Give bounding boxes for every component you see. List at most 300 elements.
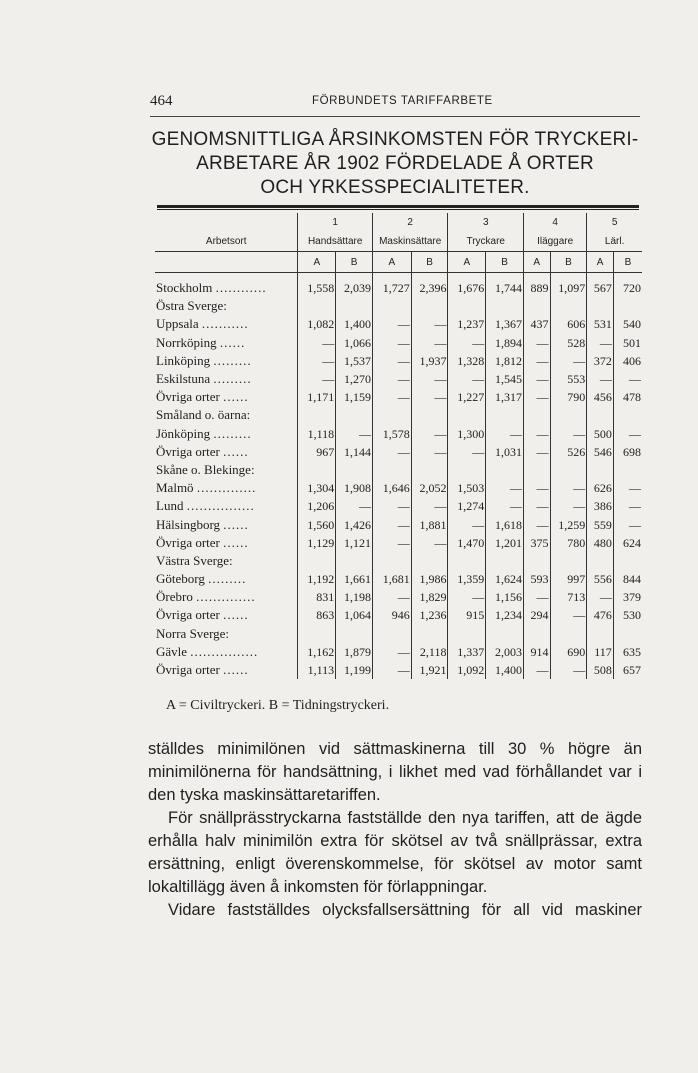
- table-cell: 624: [613, 534, 642, 552]
- table-cell: 1,144: [336, 443, 373, 461]
- dot-leader: ................: [186, 498, 255, 514]
- dot-leader: .........: [208, 571, 247, 587]
- table-cell: 478: [613, 388, 642, 406]
- table-row: [155, 661, 642, 679]
- title-line: GENOMSNITTLIGA ÅRSINKOMSTEN FÖR TRYCKERI-: [151, 129, 639, 150]
- subheader: A: [524, 252, 551, 273]
- column-number: 3: [448, 213, 524, 232]
- table-row: [155, 479, 642, 497]
- dot-leader: ......: [219, 334, 246, 350]
- table-cell: 698: [613, 443, 642, 461]
- table-cell: —: [298, 352, 336, 370]
- table-cell: —: [372, 315, 411, 333]
- column-number: 5: [587, 213, 642, 232]
- table-row: [155, 388, 642, 406]
- table-cell: 1,156: [486, 588, 524, 606]
- table-cell: —: [524, 370, 551, 388]
- table-legend: A = Civiltryckeri. B = Tidningstryckeri.: [166, 698, 390, 713]
- table-cell: 1,162: [298, 643, 336, 661]
- dot-leader: ......: [223, 516, 249, 532]
- table-cell: 889: [524, 273, 551, 298]
- row-label-text: Eskilstuna: [156, 371, 214, 387]
- table-cell: 1,558: [298, 273, 336, 298]
- group-header: Handsättare: [298, 232, 373, 252]
- table-cell: [550, 297, 587, 315]
- table-cell: 1,908: [336, 479, 373, 497]
- subheader-empty: [155, 252, 298, 273]
- row-label-text: Östra Sverge:: [156, 298, 227, 314]
- table-row: [155, 625, 642, 643]
- table-cell: [550, 625, 587, 643]
- table-row: [155, 406, 642, 424]
- table-cell: —: [550, 352, 587, 370]
- table-cell: 501: [613, 334, 642, 352]
- table-cell: [448, 552, 486, 570]
- paragraph: ställdes minimilönen vid sättmaskinerna till 30 % högre än minimilönerna för handsättning, i likhet med vad förhållandet var i den tyska maskinsättaretariffen.: [148, 740, 642, 804]
- table-cell: [587, 461, 614, 479]
- row-label-text: Övriga orter: [156, 607, 224, 623]
- row-label: [155, 334, 298, 352]
- table-cell: —: [411, 388, 448, 406]
- subheader: B: [613, 252, 642, 273]
- row-label: [155, 370, 298, 388]
- table-cell: 546: [587, 443, 614, 461]
- table-cell: 406: [613, 352, 642, 370]
- table-cell: 657: [613, 661, 642, 679]
- table-row: [155, 443, 642, 461]
- paragraph: Vidare fastställdes olycksfallsersättning för all vid maskiner: [168, 901, 642, 919]
- table-cell: 456: [587, 388, 614, 406]
- row-label: [155, 643, 298, 661]
- row-label-text: Örebro: [156, 589, 197, 605]
- table-cell: [613, 552, 642, 570]
- table-cell: 386: [587, 497, 614, 515]
- title-line: OCH YRKESSPECIALITETER.: [260, 177, 530, 198]
- table-cell: 593: [524, 570, 551, 588]
- table-cell: —: [372, 443, 411, 461]
- table-cell: [336, 461, 373, 479]
- table-cell: 1,879: [336, 643, 373, 661]
- paragraph: För snällprässtryckarna fastställde den nya tariffen, att de ägde erhålla halv minimilön extra för skötsel av två snällprässar, extra ersättning, enligt överenskommelse, för skötsel av motor samt lokaltillägg även å inkomsten för förlappningar.: [148, 809, 642, 896]
- table-cell: 606: [550, 315, 587, 333]
- dot-leader: .........: [213, 425, 252, 441]
- table-cell: —: [524, 443, 551, 461]
- group-header: Iläggare: [524, 232, 587, 252]
- table-cell: 713: [550, 588, 587, 606]
- table-cell: —: [550, 425, 587, 443]
- row-label: [155, 606, 298, 624]
- body-text: [148, 738, 642, 922]
- table-cell: 1,274: [448, 497, 486, 515]
- table-cell: —: [298, 334, 336, 352]
- column-number: 2: [372, 213, 448, 232]
- dot-leader: ............: [215, 280, 267, 296]
- table-cell: 863: [298, 606, 336, 624]
- table-cell: 1,192: [298, 570, 336, 588]
- table-cell: 1,537: [336, 352, 373, 370]
- row-label: [155, 515, 298, 533]
- table-cell: 720: [613, 273, 642, 298]
- row-label: [155, 388, 298, 406]
- table-cell: 1,881: [411, 515, 448, 533]
- subheader: A: [448, 252, 486, 273]
- table-cell: 1,300: [448, 425, 486, 443]
- table-cell: —: [613, 425, 642, 443]
- table-cell: —: [587, 588, 614, 606]
- table-cell: 1,171: [298, 388, 336, 406]
- table-cell: —: [372, 515, 411, 533]
- table-cell: 526: [550, 443, 587, 461]
- table-cell: 559: [587, 515, 614, 533]
- table-row: [155, 352, 642, 370]
- table-cell: 1,812: [486, 352, 524, 370]
- page-header: [150, 93, 640, 111]
- table-row: [155, 497, 642, 515]
- table-cell: —: [587, 370, 614, 388]
- table-cell: 1,082: [298, 315, 336, 333]
- table-cell: [524, 552, 551, 570]
- table-cell: 1,328: [448, 352, 486, 370]
- column-number: 4: [524, 213, 587, 232]
- row-label: [155, 425, 298, 443]
- table-cell: 914: [524, 643, 551, 661]
- table-cell: 1,118: [298, 425, 336, 443]
- row-label: [155, 588, 298, 606]
- group-header: Lärl.: [587, 232, 642, 252]
- table-cell: —: [550, 479, 587, 497]
- table-cell: [524, 406, 551, 424]
- table-cell: —: [411, 370, 448, 388]
- group-header: Tryckare: [448, 232, 524, 252]
- table-cell: [298, 297, 336, 315]
- table-cell: [411, 552, 448, 570]
- table-cell: [613, 406, 642, 424]
- table-cell: 1,199: [336, 661, 373, 679]
- table-cell: —: [448, 334, 486, 352]
- subheader: A: [587, 252, 614, 273]
- table-row: [155, 315, 642, 333]
- table-cell: [372, 625, 411, 643]
- table-cell: [411, 625, 448, 643]
- table-cell: 1,066: [336, 334, 373, 352]
- table-cell: —: [372, 334, 411, 352]
- row-label: [155, 534, 298, 552]
- table-cell: [298, 406, 336, 424]
- table-cell: 1,937: [411, 352, 448, 370]
- table-row: [155, 334, 642, 352]
- table-row: [155, 552, 642, 570]
- table-cell: —: [411, 315, 448, 333]
- table-cell: —: [372, 370, 411, 388]
- row-label: [155, 552, 298, 570]
- table-cell: —: [524, 425, 551, 443]
- table-body: [155, 273, 642, 680]
- table-cell: [372, 461, 411, 479]
- row-label: [155, 297, 298, 315]
- table-cell: [448, 461, 486, 479]
- subheader: B: [486, 252, 524, 273]
- table-cell: 1,159: [336, 388, 373, 406]
- table-cell: [298, 461, 336, 479]
- table-cell: 1,092: [448, 661, 486, 679]
- row-label-text: Linköping: [156, 352, 214, 368]
- table-cell: 1,894: [486, 334, 524, 352]
- table-cell: [411, 297, 448, 315]
- table-cell: 1,921: [411, 661, 448, 679]
- table-cell: 1,317: [486, 388, 524, 406]
- row-label-text: Skåne o. Blekinge:: [156, 461, 255, 477]
- arbetsort-header: Arbetsort: [205, 236, 247, 247]
- table-cell: —: [372, 661, 411, 679]
- table-cell: 117: [587, 643, 614, 661]
- table-cell: 437: [524, 315, 551, 333]
- table-cell: 1,624: [486, 570, 524, 588]
- table-cell: 1,236: [411, 606, 448, 624]
- table-row: [155, 273, 642, 298]
- table-cell: [587, 406, 614, 424]
- table-cell: 528: [550, 334, 587, 352]
- table-cell: 1,646: [372, 479, 411, 497]
- row-label: [155, 406, 298, 424]
- table-cell: [372, 297, 411, 315]
- row-label-text: Norrköping: [156, 334, 220, 350]
- table-cell: —: [613, 515, 642, 533]
- row-label-text: Jönköping: [156, 425, 214, 441]
- table-cell: [587, 552, 614, 570]
- row-label-text: Norra Sverge:: [156, 625, 230, 641]
- table-cell: [298, 625, 336, 643]
- table-cell: 508: [587, 661, 614, 679]
- dot-leader: ...........: [201, 316, 249, 332]
- table-cell: —: [550, 606, 587, 624]
- table-cell: 790: [550, 388, 587, 406]
- table-cell: 1,676: [448, 273, 486, 298]
- table-cell: [486, 461, 524, 479]
- table-cell: —: [524, 497, 551, 515]
- income-table: [155, 213, 642, 679]
- title-line: ARBETARE ÅR 1902 FÖRDELADE Å ORTER: [196, 153, 594, 174]
- row-label-text: Övriga orter: [156, 534, 224, 550]
- dot-leader: ..............: [196, 589, 256, 605]
- table-row: [155, 370, 642, 388]
- row-label: [155, 273, 298, 298]
- table-cell: —: [372, 643, 411, 661]
- row-label-text: Övriga orter: [156, 389, 224, 405]
- page-number: 464: [150, 93, 173, 109]
- table-cell: [550, 461, 587, 479]
- table-cell: [486, 297, 524, 315]
- table-cell: [372, 552, 411, 570]
- table-cell: —: [336, 497, 373, 515]
- table-cell: 530: [613, 606, 642, 624]
- table-cell: [411, 406, 448, 424]
- table-cell: —: [411, 497, 448, 515]
- table-cell: [587, 297, 614, 315]
- table-cell: 915: [448, 606, 486, 624]
- table-cell: —: [411, 534, 448, 552]
- table-cell: —: [613, 479, 642, 497]
- table-cell: —: [486, 479, 524, 497]
- table-cell: 1,337: [448, 643, 486, 661]
- table-cell: —: [524, 661, 551, 679]
- table-cell: 946: [372, 606, 411, 624]
- table-cell: 1,064: [336, 606, 373, 624]
- table-cell: [587, 625, 614, 643]
- table-cell: —: [486, 425, 524, 443]
- table-cell: 556: [587, 570, 614, 588]
- table-cell: —: [550, 497, 587, 515]
- table-cell: 2,396: [411, 273, 448, 298]
- table-cell: —: [298, 370, 336, 388]
- table-cell: [524, 625, 551, 643]
- table-cell: 1,234: [486, 606, 524, 624]
- table-cell: [550, 406, 587, 424]
- table-cell: 844: [613, 570, 642, 588]
- table-cell: 2,118: [411, 643, 448, 661]
- table-cell: 294: [524, 606, 551, 624]
- table-cell: 1,400: [336, 315, 373, 333]
- subheader-row: [155, 252, 642, 273]
- subheader: A: [372, 252, 411, 273]
- table-row: [155, 515, 642, 533]
- table-cell: 1,503: [448, 479, 486, 497]
- table-cell: —: [550, 661, 587, 679]
- table-cell: —: [524, 352, 551, 370]
- table-cell: [613, 625, 642, 643]
- table-cell: 500: [587, 425, 614, 443]
- table-cell: —: [411, 425, 448, 443]
- subheader: B: [550, 252, 587, 273]
- table-cell: 1,237: [448, 315, 486, 333]
- table-cell: [448, 297, 486, 315]
- table-cell: 1,727: [372, 273, 411, 298]
- table-cell: 1,129: [298, 534, 336, 552]
- table-cell: [336, 552, 373, 570]
- row-label: [155, 443, 298, 461]
- group-header: Maskinsättare: [372, 232, 448, 252]
- table-cell: 635: [613, 643, 642, 661]
- table-cell: 1,227: [448, 388, 486, 406]
- table-cell: —: [486, 497, 524, 515]
- table-cell: —: [372, 388, 411, 406]
- row-label: [155, 315, 298, 333]
- table-cell: 1,661: [336, 570, 373, 588]
- table-cell: —: [524, 334, 551, 352]
- table-cell: —: [524, 388, 551, 406]
- table-cell: —: [411, 443, 448, 461]
- table-cell: 2,003: [486, 643, 524, 661]
- table-cell: 1,367: [486, 315, 524, 333]
- table-cell: 1,031: [486, 443, 524, 461]
- table-cell: 379: [613, 588, 642, 606]
- table-title: [150, 128, 640, 200]
- row-label-text: Gävle: [156, 643, 191, 659]
- table-cell: [550, 552, 587, 570]
- column-number-row: [155, 213, 642, 232]
- table-cell: —: [372, 588, 411, 606]
- subheader: A: [298, 252, 336, 273]
- table-row: [155, 534, 642, 552]
- table-cell: 1,400: [486, 661, 524, 679]
- dot-leader: ......: [223, 389, 249, 405]
- table-row: [155, 606, 642, 624]
- table-cell: —: [372, 497, 411, 515]
- row-label: [155, 625, 298, 643]
- table-row: [155, 425, 642, 443]
- table-cell: 1,560: [298, 515, 336, 533]
- table-cell: [613, 461, 642, 479]
- table-cell: 967: [298, 443, 336, 461]
- table-top-rule-thin: [157, 209, 639, 210]
- table-row: [155, 588, 642, 606]
- table-cell: 1,986: [411, 570, 448, 588]
- table-cell: 831: [298, 588, 336, 606]
- table-cell: 1,426: [336, 515, 373, 533]
- dot-leader: ......: [223, 443, 249, 459]
- table-cell: [448, 406, 486, 424]
- table-cell: 2,039: [336, 273, 373, 298]
- row-label-text: Lund: [156, 498, 187, 514]
- table-cell: 531: [587, 315, 614, 333]
- row-label: [155, 570, 298, 588]
- table-cell: [336, 625, 373, 643]
- table-cell: [486, 552, 524, 570]
- table-cell: 476: [587, 606, 614, 624]
- row-label: [155, 497, 298, 515]
- table-top-rule: [157, 205, 639, 208]
- table-cell: 1,545: [486, 370, 524, 388]
- table-cell: 372: [587, 352, 614, 370]
- table-cell: [448, 625, 486, 643]
- table-cell: —: [587, 334, 614, 352]
- table-cell: 1,259: [550, 515, 587, 533]
- table-cell: 1,470: [448, 534, 486, 552]
- table-cell: 1,201: [486, 534, 524, 552]
- table-cell: [372, 406, 411, 424]
- table-cell: 1,198: [336, 588, 373, 606]
- row-label-text: Göteborg: [156, 571, 209, 587]
- table-cell: 997: [550, 570, 587, 588]
- table-cell: —: [524, 479, 551, 497]
- table-cell: —: [524, 515, 551, 533]
- dot-leader: .........: [213, 352, 252, 368]
- table-cell: 1,618: [486, 515, 524, 533]
- table-cell: —: [411, 334, 448, 352]
- table-cell: —: [372, 352, 411, 370]
- table-cell: —: [372, 534, 411, 552]
- table-cell: —: [448, 370, 486, 388]
- table-cell: 480: [587, 534, 614, 552]
- dot-leader: ......: [223, 534, 249, 550]
- header-empty: [155, 213, 298, 232]
- row-label-text: Uppsala: [156, 316, 202, 332]
- dot-leader: ......: [223, 662, 249, 678]
- subheader: B: [336, 252, 373, 273]
- table-cell: 567: [587, 273, 614, 298]
- table-cell: [336, 297, 373, 315]
- table-row: [155, 297, 642, 315]
- row-label-text: Övriga orter: [156, 443, 224, 459]
- table-cell: 1,304: [298, 479, 336, 497]
- table-cell: [486, 625, 524, 643]
- table-cell: —: [448, 588, 486, 606]
- table-cell: [411, 461, 448, 479]
- table-cell: 1,578: [372, 425, 411, 443]
- table-cell: 1,206: [298, 497, 336, 515]
- group-header-row: [155, 232, 642, 252]
- row-label-text: Hälsingborg: [156, 516, 224, 532]
- table-cell: 780: [550, 534, 587, 552]
